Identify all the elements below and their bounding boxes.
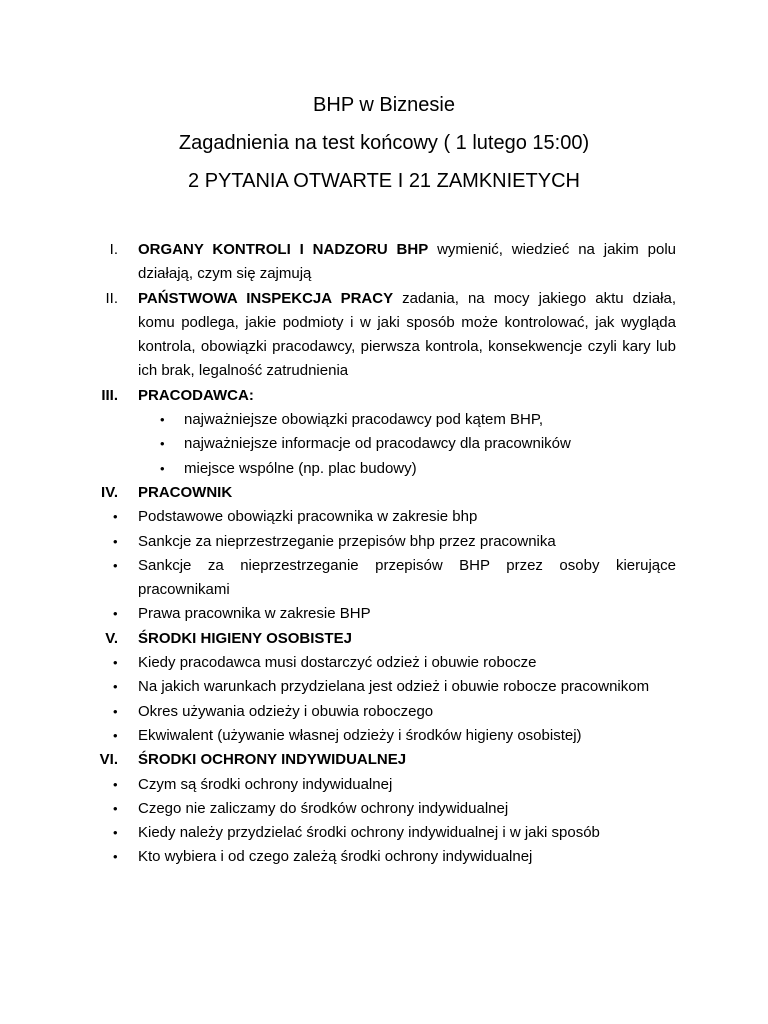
section-number: III. [101, 386, 118, 404]
bullet-icon: • [160, 412, 165, 428]
list-item [0, 724, 676, 748]
section-pracownik [0, 481, 676, 505]
section-srodki-higieny [0, 627, 676, 651]
list-item-text: Kiedy należy przydzielać środki ochrony indywidualnej i w jaki sposób [138, 824, 600, 842]
bullet-icon: • [113, 800, 118, 816]
bullet-icon: • [113, 679, 118, 695]
list-item [0, 554, 676, 603]
section-heading: PRACOWNIK [138, 483, 233, 501]
topics-list [0, 238, 768, 870]
list-item-text: Na jakich warunkach przydzielana jest odzież i obuwie robocze pracownikom [138, 678, 650, 696]
list-item [0, 651, 676, 675]
section-heading: ŚRODKI HIGIENY OSOBISTEJ [138, 629, 352, 647]
test-topics-title: Zagadnienia na test końcowy ( 1 lutego 15:00) [178, 132, 590, 154]
list-item [0, 408, 676, 432]
bullet-icon: • [160, 436, 165, 452]
document-header [0, 86, 768, 200]
list-item-text: Prawa pracownika w zakresie BHP [138, 605, 371, 623]
list-item [0, 675, 676, 699]
list-item [0, 602, 676, 626]
list-item-text: najważniejsze informacje od pracodawcy dla pracowników [184, 435, 571, 453]
list-item [0, 505, 676, 529]
list-item [0, 700, 676, 724]
list-item [0, 457, 676, 481]
section-heading: PRACODAWCA: [138, 386, 254, 404]
list-item-text: Ekwiwalent (używanie własnej odzieży i środków higieny osobistej) [138, 726, 582, 744]
list-item-text: Kiedy pracodawca musi dostarczyć odzież i obuwie robocze [138, 654, 537, 672]
section-text: zadania, na mocy jakiego aktu działa, komu podlega, jakie podmioty i w jaki sposób może kontrolować, jak wygląda kontrola, obowiązki pracodawcy, pierwsza kontrola, konsekwencje czyli kary lub ich brak, legalność zatrudnienia [138, 289, 677, 380]
list-item-text: miejsce wspólne (np. plac budowy) [184, 459, 417, 477]
section-organy-kontroli [0, 238, 676, 287]
course-title: BHP w Biznesie [313, 94, 455, 116]
list-item-text: Czego nie zaliczamy do środków ochrony indywidualnej [138, 799, 509, 817]
list-item [0, 773, 676, 797]
section-pracodawca [0, 384, 676, 408]
bullet-icon: • [113, 776, 118, 792]
list-item-text: Sankcje za nieprzestrzeganie przepisów BHP przez osoby kierujące pracownikami [138, 556, 676, 599]
list-item [0, 432, 676, 456]
section-number: VI. [99, 751, 118, 769]
list-item-text: Sankcje za nieprzestrzeganie przepisów bhp przez pracownika [138, 532, 556, 550]
list-item [0, 530, 676, 554]
question-count-title: 2 PYTANIA OTWARTE I 21 ZAMKNIETYCH [188, 170, 580, 192]
list-item-text: najważniejsze obowiązki pracodawcy pod kątem BHP, [184, 411, 544, 429]
section-number: II. [105, 289, 118, 307]
bullet-icon: • [113, 557, 118, 573]
list-item [0, 821, 676, 845]
bullet-icon: • [113, 703, 118, 719]
bullet-icon: • [113, 825, 118, 841]
list-item-text: Okres używania odzieży i obuwia roboczego [138, 702, 434, 720]
list-item-text: Podstawowe obowiązki pracownika w zakresie bhp [138, 508, 478, 526]
bullet-icon: • [113, 655, 118, 671]
section-number: IV. [101, 483, 118, 501]
list-item [0, 797, 676, 821]
bullet-icon: • [113, 533, 118, 549]
bullet-icon: • [113, 849, 118, 865]
bullet-icon: • [113, 727, 118, 743]
list-item-text: Kto wybiera i od czego zależą środki ochrony indywidualnej [138, 848, 533, 866]
section-heading: ŚRODKI OCHRONY INDYWIDUALNEJ [138, 751, 407, 769]
list-item [0, 845, 676, 869]
list-item-text: Czym są środki ochrony indywidualnej [138, 775, 393, 793]
bullet-icon: • [113, 509, 118, 525]
section-pip [0, 287, 676, 384]
section-number: I. [109, 241, 118, 258]
section-text: wymienić, wiedzieć na jakim polu działają, czym się zajmują [138, 241, 676, 283]
section-number: V. [105, 629, 118, 647]
section-heading: ORGANY KONTROLI I NADZORU BHP [138, 241, 429, 258]
bullet-icon: • [113, 606, 118, 622]
section-srodki-ochrony [0, 748, 676, 772]
bullet-icon: • [160, 460, 165, 476]
section-heading: PAŃSTWOWA INSPEKCJA PRACY [138, 289, 394, 307]
